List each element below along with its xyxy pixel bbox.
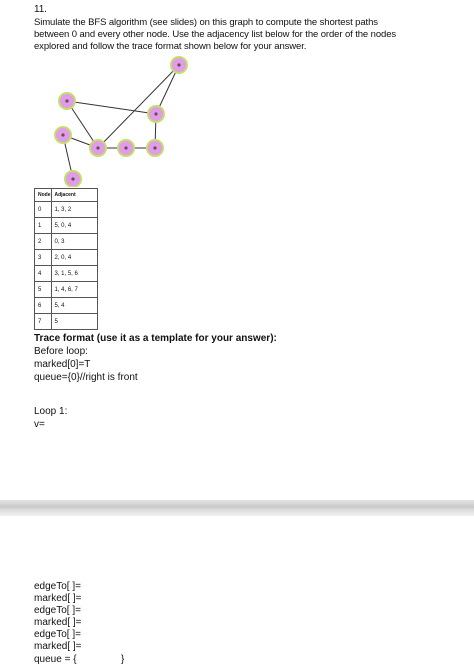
table-cell: 3: [35, 250, 52, 266]
question-text-line: Simulate the BFS algorithm (see slides) on this graph to compute the shortest paths: [34, 17, 378, 28]
graph-node-center: [65, 99, 68, 102]
adjacency-table: [34, 188, 98, 330]
graph-diagram: [40, 52, 200, 187]
trace-queue: queue={0}//right is front: [34, 372, 138, 383]
bottom-edgeto-line: edgeTo[ ]=: [34, 629, 81, 640]
question-text-line: explored and follow the trace format shown below for your answer.: [34, 41, 307, 52]
table-row: [35, 266, 98, 282]
table-cell: 1: [35, 218, 52, 234]
question-number: 11.: [34, 4, 47, 15]
graph-edge: [98, 65, 179, 148]
graph-node-center: [154, 112, 157, 115]
graph-node-center: [177, 63, 180, 66]
question-text-line: between 0 and every other node. Use the adjacency list below for the order of the nodes: [34, 29, 397, 40]
bottom-marked-line: marked[ ]=: [34, 641, 82, 652]
bottom-marked-line: marked[ ]=: [34, 593, 82, 604]
table-cell: 2: [35, 234, 52, 250]
table-row: [35, 250, 98, 266]
table-cell: 0: [35, 202, 52, 218]
table-header: Node: [35, 189, 52, 202]
table-cell: 7: [35, 314, 52, 330]
graph-node-center: [71, 177, 74, 180]
bottom-edgeto-line: edgeTo[ ]=: [34, 581, 81, 592]
table-cell: 0, 3: [51, 234, 98, 250]
table-cell: 5: [51, 314, 98, 330]
graph-node-center: [61, 133, 64, 136]
trace-marked: marked[0]=T: [34, 359, 91, 370]
table-cell: 6: [35, 298, 52, 314]
trace-v: v=: [34, 419, 45, 430]
graph-node-center: [96, 146, 99, 149]
table-cell: 3, 1, 5, 6: [51, 266, 98, 282]
table-row: [35, 298, 98, 314]
trace-before-loop: Before loop:: [34, 346, 88, 357]
bottom-marked-line: marked[ ]=: [34, 617, 82, 628]
table-row: [35, 218, 98, 234]
graph-node-center: [153, 146, 156, 149]
table-cell: 5, 0, 4: [51, 218, 98, 234]
table-row: [35, 234, 98, 250]
graph-node-center: [124, 146, 127, 149]
table-cell: 5, 4: [51, 298, 98, 314]
trace-heading: Trace format (use it as a template for your answer):: [34, 333, 277, 344]
table-cell: 2, 0, 4: [51, 250, 98, 266]
table-row: [35, 314, 98, 330]
table-cell: 1, 3, 2: [51, 202, 98, 218]
bottom-edgeto-line: edgeTo[ ]=: [34, 605, 81, 616]
table-row: [35, 202, 98, 218]
bottom-queue-line: queue = { }: [34, 654, 125, 665]
trace-loop-label: Loop 1:: [34, 406, 68, 417]
table-cell: 1, 4, 6, 7: [51, 282, 98, 298]
table-row: [35, 282, 98, 298]
page-divider: [0, 500, 474, 516]
table-header: Adjacent: [51, 189, 98, 202]
table-cell: 4: [35, 266, 52, 282]
table-cell: 5: [35, 282, 52, 298]
